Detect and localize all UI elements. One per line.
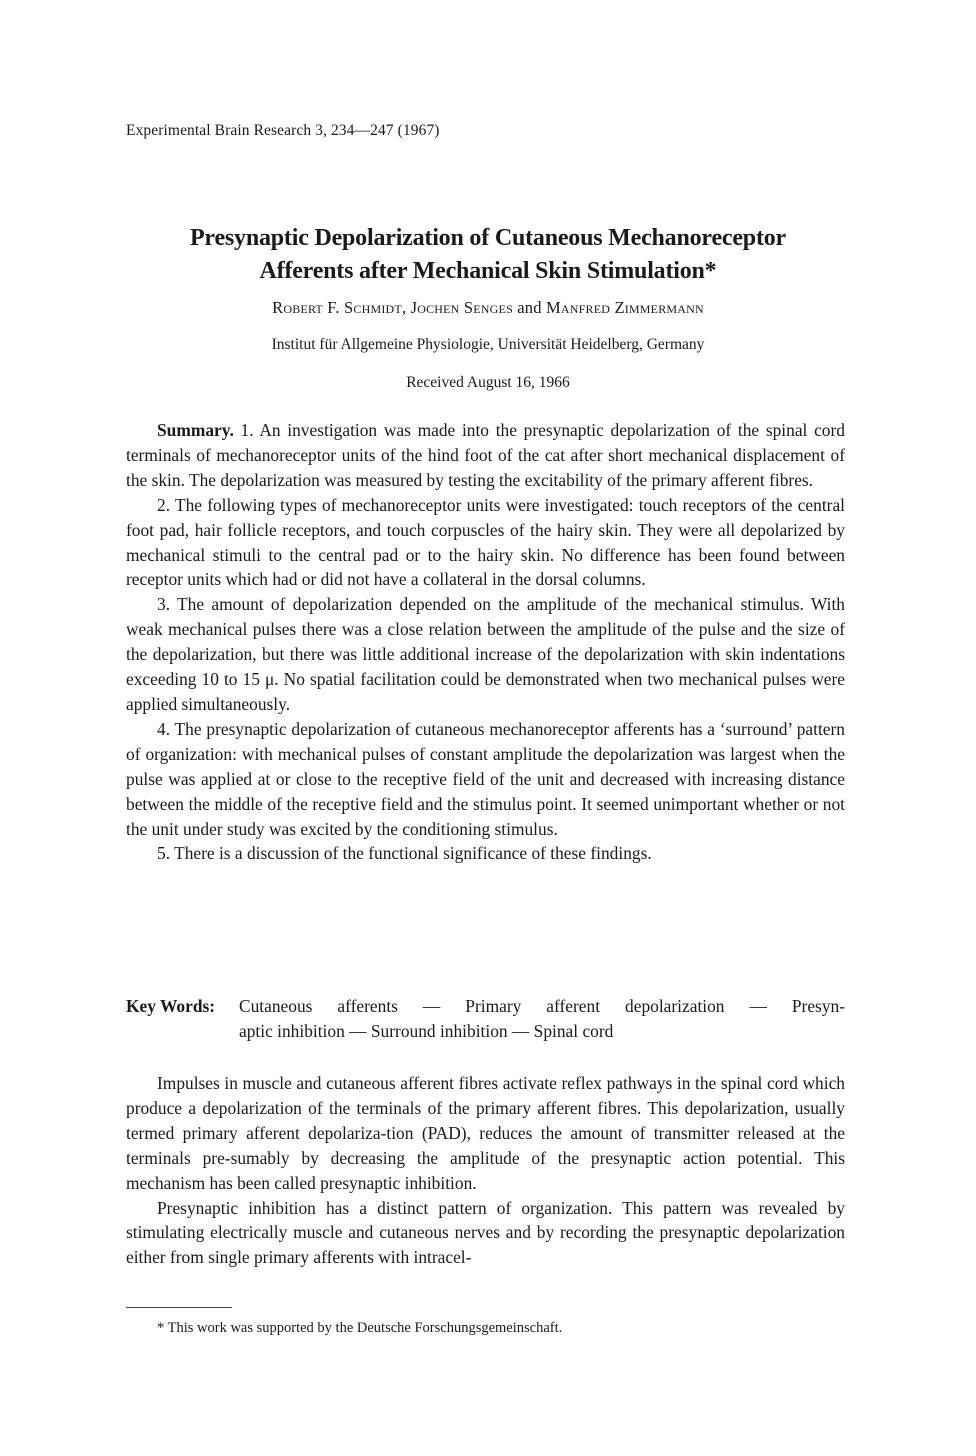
key-words-line-1: Cutaneous afferents — Primary afferent depolarization — Presyn- [239,996,845,1016]
key-words-line-2: aptic inhibition — Surround inhibition — Spinal cord [239,1021,614,1041]
intro-paragraph-1: Impulses in muscle and cutaneous afferent fibres activate reflex pathways in the spinal cord which produce a depolarization of the terminals of the primary afferent fibres. This depolarization, usually termed primary afferent depolariza-tion (PAD), reduces the amount of transmitter released at the terminals pre-sumably by decreasing the amplitude of the presynaptic action potential. This mechanism has been called presynaptic inhibition. [126,1073,845,1193]
summary-paragraph-4: 4. The presynaptic depolarization of cutaneous mechanoreceptor afferents has a ‘surround’ pattern of organization: with mechanical pulses of constant amplitude the depolarization was largest when the pulse was applied at or close to the receptive field of the unit and decreased with increasing distance between the middle of the receptive field and the stimulus point. It seemed unimportant whether or not the unit under study was excited by the conditioning stimulus. [126,718,845,839]
intro-paragraph-2: Presynaptic inhibition has a distinct pattern of organization. This pattern was revealed by stimulating electrically muscle and cutaneous nerves and by recording the presynaptic depolarization either from single primary afferents with intracel- [126,1197,845,1268]
summary-paragraph-3: 3. The amount of depolarization depended on the amplitude of the mechanical stimulus. With weak mechanical pulses there was a close relation between the amplitude of the pulse and the size of the depolarization, but there was little additional increase of the depolarization with skin indentations exceeding 10 to 15 μ. No spatial facilitation could be demonstrated when two mechanical pulses were applied simultaneously. [126,594,845,714]
title-line-2: Afferents after Mechanical Skin Stimulation* [259,258,717,284]
introduction-section [126,1071,845,1270]
journal-citation: Experimental Brain Research 3, 234—247 (1967) [126,122,440,139]
summary-label: Summary. [157,420,234,440]
title-line-1: Presynaptic Depolarization of Cutaneous Mechanoreceptor [189,225,787,251]
key-words-text [239,994,845,1044]
footnote-divider [126,1307,232,1308]
article-title [100,222,876,288]
received-date: Received August 16, 1966 [406,374,570,391]
summary-section [126,418,845,866]
summary-paragraph-5: 5. There is a discussion of the functional significance of these findings. [157,843,652,864]
summary-paragraph-2: 2. The following types of mechanoreceptor units were investigated: touch receptors of the central foot pad, hair follicle receptors, and touch corpuscles of the hairy skin. They were all depolarized by mechanical stimuli to the central pad or to the hairy skin. No difference has been found between receptor units which had or did not have a collateral in the dorsal columns. [126,494,845,590]
footnote: * This work was supported by the Deutsche Forschungsgemeinschaft. [157,1320,563,1336]
author-list: Robert F. Schmidt, Jochen Senges and Manfred Zimmermann [272,298,704,317]
affiliation: Institut für Allgemeine Physiologie, Universität Heidelberg, Germany [271,336,705,353]
key-words-label: Key Words: [126,996,216,1016]
summary-paragraph-1: Summary. 1. An investigation was made into the presynaptic depolarization of the spinal cord terminals of mechanoreceptor units of the hind foot of the cat after short mechanical displacement of the skin. The depolarization was measured by testing the excitability of the primary afferent fibres. [126,420,845,490]
